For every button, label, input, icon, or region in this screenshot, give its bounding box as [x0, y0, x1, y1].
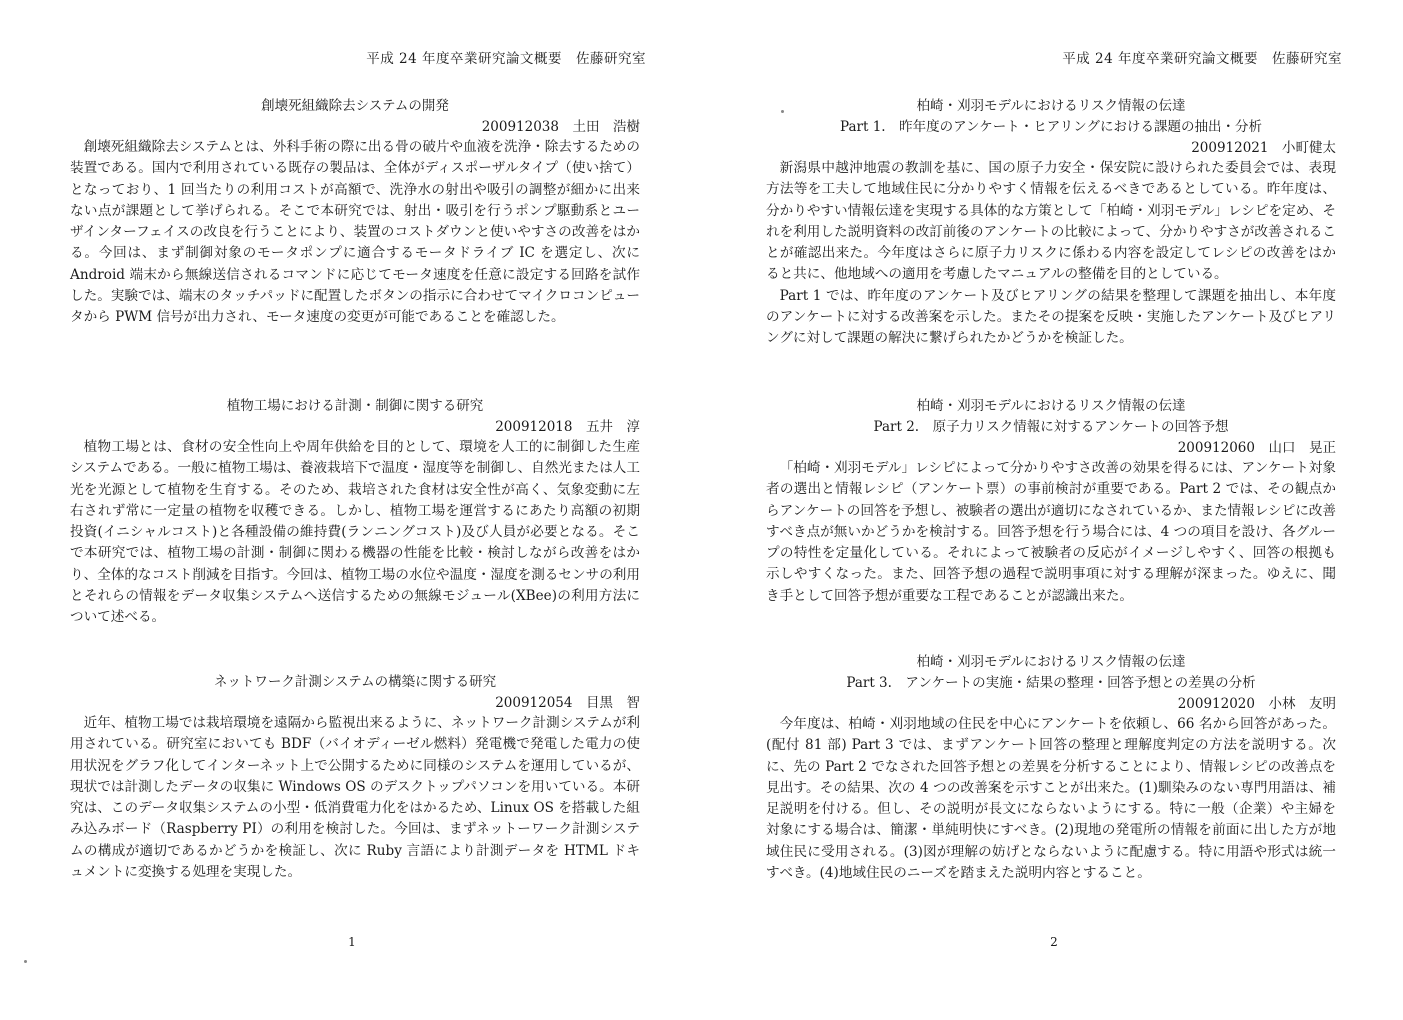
left-page — [6, 0, 646, 1020]
article-body: 「柏崎・刈羽モデル」レシピによって分かりやすさ改善の効果を得るには、アンケート対象者の選出と情報レシピ（アンケート票）の事前検討が重要である。Part 2 では、その観点からアンケートの回答を予想し、被験者の選出が適切になされているか、また情報レシピに改善すべき点が無いかどうかを検討する。回答予想を行う場合には、4 つの項目を設け、各グループの特性を定量化している。それによって被験者の反応がイメージしやすく、回答の根拠も示しやすくなった。また、回答予想の過程で説明事項に対する理解が深まった。ゆえに、聞き手として回答予想が重要な工程であることが認識出来た。 — [766, 460, 1336, 604]
article-subtitle: Part 1. 昨年度のアンケート・ヒアリングにおける課題の抽出・分析 — [840, 119, 1262, 135]
article-body-2: Part 1 では、昨年度のアンケート及びヒアリングの結果を整理して課題を抽出し、本年度のアンケートに対する改善案を示した。またその提案を反映・実施したアンケート及びヒアリングに対して課題の解決に繋げられたかどうかを検証した。 — [766, 287, 1336, 347]
article-1 — [70, 96, 640, 329]
article-body: 創壊死組織除去システムとは、外科手術の際に出る骨の破片や血液を洗浄・除去するための装置である。国内で利用されている既存の製品は、全体がディスポーザルタイプ（使い捨て）となっており、1 回当たりの利用コストが高額で、洗浄水の射出や吸引の調整が細かに出来ない点が課題として挙げられる。そこで本研究では、射出・吸引を行うポンプ駆動系とユーザインターフェイスの改良を行うことにより、装置のコストダウンと使いやすさの改善をはかる。今回は、まず制御対象のモータポンプに適合するモータドライブ IC を選定し、次に Android 端末から無線送信されるコマンドに応じてモータ速度を任意に設定する回路を試作した。実験では、端末のタッチパッドに配置したボタンの指示に合わせてマイクロコンピュータから PWM 信号が出力され、モータ速度の変更が可能であることを確認した。 — [70, 139, 640, 326]
author-line: 200912021 小町健太 — [1191, 140, 1336, 156]
article-body: 近年、植物工場では栽培環境を遠隔から監視出来るように、ネットワーク計測システムが利用されている。研究室においても BDF（バイオディーゼル燃料）発電機で発電した電力の使用状況をグラフ化してインターネット上で公開するために同様のシステムを運用しているが、現状では計測したデータの収集に Windows OS のデスクトップパソコンを用いている。本研究は、このデータ収集システムの小型・低消費電力化をはかるため、Linux OS を搭載した組み込みボード（Raspberry PI）の利用を検討した。今回は、まずネットーワーク計測システムの構成が適切であるかどうかを検証し、次に Ruby 言語により計測データを HTML ドキュメントに変換する処理を実現した。 — [70, 715, 640, 881]
author-line: 200912020 小林 友明 — [1177, 696, 1336, 712]
article-2 — [70, 396, 640, 629]
author-line: 200912060 山口 晃正 — [1177, 440, 1336, 456]
author-line: 200912038 土田 浩樹 — [481, 119, 640, 135]
running-header: 平成 24 年度卒業研究論文概要 佐藤研究室 — [1062, 51, 1342, 67]
article-title: 柏崎・刈羽モデルにおけるリスク情報の伝達 — [916, 654, 1186, 670]
right-page — [702, 0, 1342, 1020]
scan-speck — [24, 960, 27, 963]
article-title: 創壊死組織除去システムの開発 — [261, 98, 449, 114]
article-title: ネットワーク計測システムの構築に関する研究 — [213, 674, 497, 690]
page-number: 1 — [348, 935, 356, 949]
author-line: 200912054 目黒 智 — [495, 695, 640, 711]
page-number: 2 — [1050, 935, 1058, 949]
article-5 — [766, 396, 1336, 607]
article-title: 柏崎・刈羽モデルにおけるリスク情報の伝達 — [916, 398, 1186, 414]
article-4 — [766, 96, 1336, 350]
running-header: 平成 24 年度卒業研究論文概要 佐藤研究室 — [366, 51, 646, 67]
author-line: 200912018 五井 淳 — [495, 419, 640, 435]
article-title: 植物工場における計測・制御に関する研究 — [226, 398, 484, 414]
article-body: 今年度は、柏崎・刈羽地域の住民を中心にアンケートを依頼し、66 名から回答があった。(配付 81 部) Part 3 では、まずアンケート回答の整理と理解度判定の方法を説明する。次に、先の Part 2 でなされた回答予想との差異を分析することにより、情報レシピの改善点を見出す。その結果、次の 4 つの改善案を示すことが出来た。(1)馴染みのない専門用語は、補足説明を付ける。但し、その説明が長文にならないようにする。特に一般（企業）や主婦を対象にする場合は、簡潔・単純明快にすべき。(2)現地の発電所の情報を前面に出した方が地域住民に受用される。(3)図が理解の妨げとならないように配慮する。特に用語や形式は統一すべき。(4)地域住民のニーズを踏まえた説明内容とすること。 — [766, 716, 1336, 882]
article-3 — [70, 672, 640, 883]
article-subtitle: Part 3. アンケートの実施・結果の整理・回答予想との差異の分析 — [846, 675, 1256, 691]
article-6 — [766, 652, 1336, 884]
article-body: 植物工場とは、食材の安全性向上や周年供給を目的として、環境を人工的に制御した生産システムである。一般に植物工場は、養液栽培下で温度・湿度等を制御し、自然光または人工光を光源として植物を生育する。そのため、栽培された食材は安全性が高く、気象変動に左右されず常に一定量の植物を収穫できる。しかし、植物工場を運営するにあたり高額の初期投資(イニシャルコスト)と各種設備の維持費(ランニングコスト)及び人員が必要となる。そこで本研究では、植物工場の計測・制御に関わる機器の性能を比較・検討しながら改善をはかり、全体的なコスト削減を目指す。今回は、植物工場の水位や温度・湿度を測るセンサの利用とそれらの情報をデータ収集システムへ送信するための無線モジュール(XBee)の利用方法について述べる。 — [70, 439, 640, 626]
article-body: 新潟県中越沖地震の教訓を基に、国の原子力安全・保安院に設けられた委員会では、表現方法等を工夫して地域住民に分かりやすく情報を伝えるべきであるとしている。昨年度は、分かりやすい情報伝達を実現する具体的な方策として「柏崎・刈羽モデル」レシピを定め、それを利用した説明資料の改訂前後のアンケートの比較によって、分かりやすさが改善されることが確認出来た。今年度はさらに原子力リスクに係わる内容を設定してレシピの改善をはかると共に、他地域への適用を考慮したマニュアルの整備を目的としている。 — [766, 160, 1336, 283]
article-subtitle: Part 2. 原子力リスク情報に対するアンケートの回答予想 — [873, 419, 1229, 435]
article-title: 柏崎・刈羽モデルにおけるリスク情報の伝達 — [916, 98, 1186, 114]
scan-speck — [781, 110, 784, 113]
